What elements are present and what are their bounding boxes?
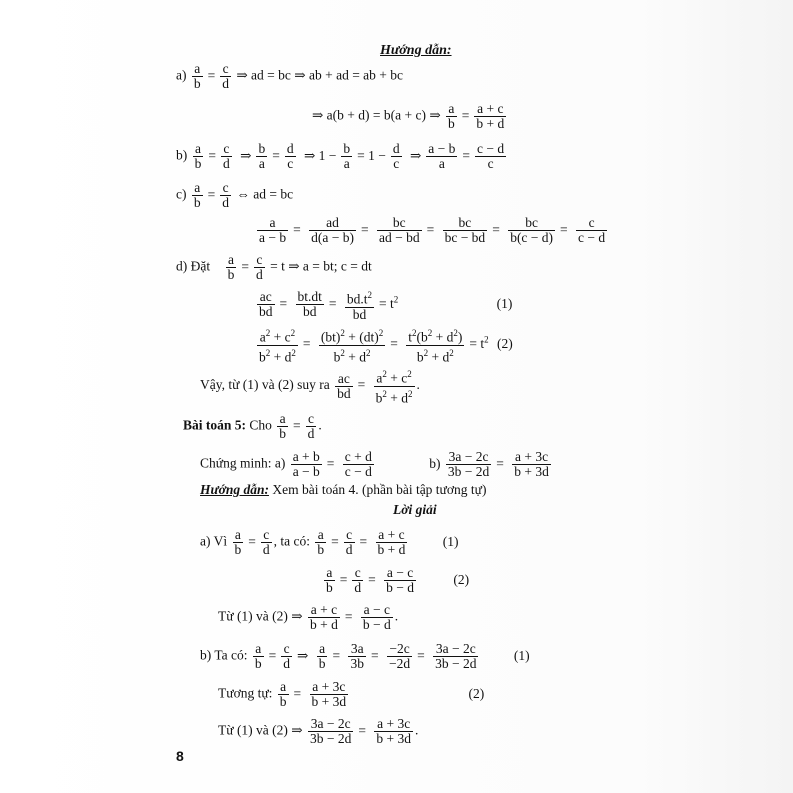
- fraction-denominator: d: [307, 426, 315, 441]
- math-operator: =: [328, 295, 337, 311]
- math-operator: =: [332, 647, 341, 663]
- section-title: Hướng dẫn:: [380, 43, 452, 58]
- fraction-numerator: a: [193, 142, 204, 157]
- problem-5-hint: Hướng dẫn: Xem bài toán 4. (phần bài tập tương tự): [200, 482, 487, 497]
- exponent: 2: [412, 328, 417, 338]
- fraction-numerator: a: [315, 528, 326, 543]
- fraction-numerator: a + 3c: [310, 680, 349, 695]
- problem-5-statement: Bài toán 5: Cho $\frac{a}{b}$ = $\frac{c}{d}$ .: [183, 411, 322, 441]
- fraction-numerator: bc: [443, 216, 488, 231]
- fraction-numerator: $a^2 + c^2$: [257, 326, 298, 346]
- fraction-numerator: (bt)$^2$ + (dt)$^2$: [320, 328, 384, 345]
- exponent: 2: [265, 328, 271, 338]
- fraction: [475, 142, 506, 171]
- fraction: [192, 62, 203, 91]
- fraction: [446, 102, 457, 131]
- fraction-numerator: c: [352, 566, 363, 581]
- math-operator: = 1 −: [357, 147, 386, 163]
- fraction-numerator: a + c: [474, 102, 506, 117]
- fraction-numerator: 3a − 2c: [446, 450, 491, 465]
- exponent: 2: [382, 388, 387, 399]
- math-operator: =: [461, 107, 470, 123]
- math-operator: =: [492, 221, 500, 237]
- part-a-line1: a) $\frac{a}{b}$ = $\frac{c}{d}$ ⇒ ad = bc ⇒ ab + ad = ab + bc: [176, 61, 404, 91]
- exponent: 2: [340, 347, 345, 358]
- fraction-denominator: bd: [337, 385, 351, 401]
- fraction-denominator: b + 3d: [311, 694, 347, 709]
- fraction-denominator: b: [326, 580, 333, 595]
- fraction: [308, 717, 353, 746]
- math-operator: =: [272, 147, 280, 163]
- fraction: [361, 603, 393, 632]
- fraction-numerator: c: [281, 642, 292, 657]
- fraction-numerator: a − c: [384, 566, 416, 581]
- bleed-through-text: [563, 40, 793, 740]
- fraction-numerator: a: [317, 642, 328, 657]
- fraction: [377, 216, 422, 245]
- fraction-denominator: 3b − 2d: [435, 656, 477, 671]
- math-operator: =: [370, 647, 379, 663]
- fraction-denominator: b − d: [362, 617, 391, 632]
- fraction: [221, 142, 232, 171]
- fraction-denominator: $b^2 + d^2$: [375, 388, 413, 405]
- exponent: 2: [407, 369, 412, 379]
- fraction: [220, 181, 231, 210]
- fraction-denominator: 3b − 2d: [309, 731, 352, 746]
- part-a-line2: ⇒ a(b + d) = b(a + c) ⇒ $\frac{a}{b}$ = $\frac{a + c}{b + d}$: [312, 101, 505, 131]
- fraction-denominator: d: [345, 542, 353, 557]
- fraction: [387, 642, 412, 671]
- fraction-numerator: b: [343, 141, 351, 156]
- fraction: [374, 367, 415, 405]
- fraction-numerator: a + 3c: [374, 717, 413, 732]
- fraction-denominator: b: [234, 542, 242, 557]
- fraction: [309, 216, 356, 245]
- fraction-numerator: bc: [377, 216, 422, 231]
- part-c-line1: c) $\frac{a}{b}$ = $\frac{c}{d}$ ⇔ ad = bc: [176, 180, 294, 210]
- fraction: [508, 216, 555, 245]
- solution-b-line1: b) Ta có: $\frac{a}{b}$ = $\frac{c}{d}$ ⇒ $\frac{a}{b}$ = $\frac{3a}{3b}$ = $\frac{-2c}{-2d}$ = $\frac{3a - 2c}{3b - 2d}$ (1): [200, 641, 530, 671]
- math-operator: =: [344, 608, 353, 624]
- fraction-denominator: a − b: [259, 230, 287, 245]
- fraction-numerator: a − c: [361, 603, 393, 618]
- fraction-numerator: c: [344, 528, 355, 543]
- math-operator: =: [357, 377, 366, 393]
- fraction-numerator: a + 3c: [512, 450, 551, 465]
- fraction-numerator: bt.dt: [297, 289, 322, 305]
- math-operator: =: [560, 221, 568, 237]
- fraction-denominator: a: [343, 156, 350, 171]
- exponent: 2: [365, 347, 371, 358]
- fraction: [192, 181, 203, 210]
- fraction-numerator: c + d: [344, 449, 372, 464]
- math-operator: = $t^2$: [379, 294, 399, 311]
- fraction-denominator: 3b − 2d: [447, 464, 490, 479]
- fraction-denominator: b: [318, 656, 326, 671]
- fraction: [391, 142, 402, 171]
- solution-b-line2: Tương tự: $\frac{a}{b}$ = $\frac{a + 3c}{b + 3d}$ (2): [218, 679, 485, 709]
- fraction-numerator: $t^2(b^2 + d^2)$: [408, 328, 463, 345]
- fraction: [406, 326, 464, 364]
- fraction: [433, 642, 478, 671]
- exponent: 2: [393, 294, 399, 305]
- fraction-numerator: a: [226, 253, 237, 268]
- math-operator: =: [293, 221, 301, 237]
- fraction: [384, 566, 416, 595]
- math-operator: =: [360, 221, 369, 237]
- fraction: [426, 142, 457, 171]
- math-operator: =: [293, 685, 302, 701]
- fraction-denominator: b(c − d): [510, 230, 554, 245]
- exponent: 2: [453, 328, 458, 338]
- exponent: 2: [367, 290, 373, 300]
- fraction: [261, 528, 272, 557]
- fraction: [306, 412, 317, 441]
- fraction: [310, 680, 349, 709]
- fraction-numerator: c: [576, 216, 607, 231]
- fraction-denominator: b: [193, 76, 201, 91]
- math-operator: ⇒ 1 −: [303, 147, 337, 163]
- fraction-numerator: −2c: [387, 642, 412, 657]
- fraction-numerator: a: [253, 642, 264, 657]
- fraction-numerator: c: [220, 62, 231, 77]
- fraction-denominator: b: [279, 694, 287, 709]
- fraction-denominator: bd: [259, 304, 273, 320]
- fraction-numerator: ac: [335, 372, 353, 387]
- math-operator: =: [326, 455, 335, 471]
- fraction: [352, 566, 363, 595]
- math-operator: =: [496, 455, 504, 471]
- fraction-denominator: b: [194, 156, 202, 171]
- math-operator: =: [390, 336, 398, 352]
- solution-a-line2: $\frac{a}{b}$ = $\frac{c}{d}$ = $\frac{a - c}{b - d}$ (2): [326, 565, 470, 595]
- fraction-denominator: b: [193, 195, 201, 210]
- fraction-denominator: c − d: [344, 464, 372, 479]
- fraction-denominator: bc − bd: [444, 230, 486, 245]
- fraction-denominator: b: [317, 542, 325, 557]
- fraction-denominator: c: [287, 156, 294, 171]
- fraction: [576, 216, 607, 245]
- fraction-denominator: a: [438, 156, 445, 171]
- fraction-numerator: d: [286, 141, 294, 156]
- fraction-numerator: a: [192, 62, 203, 77]
- fraction-denominator: bd: [302, 304, 317, 320]
- fraction: [220, 62, 231, 91]
- fraction-denominator: c: [393, 156, 400, 171]
- fraction: [335, 372, 353, 401]
- math-operator: =: [368, 571, 376, 587]
- fraction-numerator: ad: [309, 216, 356, 231]
- math-operator: =: [302, 336, 311, 352]
- fraction: [254, 253, 265, 282]
- math-operator: =: [248, 533, 256, 549]
- fraction-numerator: ac: [257, 290, 275, 305]
- math-operator: =: [339, 571, 348, 587]
- fraction: [344, 528, 355, 557]
- math-operator: =: [208, 147, 216, 163]
- fraction: [226, 253, 237, 282]
- math-operator: =: [293, 417, 301, 433]
- fraction-numerator: $a^2 + c^2$: [374, 367, 415, 387]
- fraction: [308, 603, 340, 632]
- fraction-denominator: a: [258, 156, 265, 171]
- fraction: [257, 216, 288, 245]
- fraction-numerator: a: [192, 181, 203, 196]
- exponent: 2: [290, 328, 296, 338]
- part-d-line1: d) Đặt $\frac{a}{b}$ = $\frac{c}{d}$ = t ⇒ a = bt; c = dt: [176, 252, 372, 282]
- exponent: 2: [340, 328, 345, 338]
- fraction: [443, 216, 488, 245]
- page-number: 8: [176, 748, 184, 764]
- fraction-denominator: $b^2 + d^2$: [416, 347, 454, 364]
- exponent: 2: [423, 347, 429, 358]
- part-c-line2: [255, 216, 609, 245]
- math-operator: =: [358, 722, 366, 738]
- fraction-numerator: a: [277, 412, 288, 427]
- fraction: [319, 326, 385, 364]
- part-d-line3: $\frac{a^2 + c^2}{b^2 + d^2}$ = $\frac{(bt)^2 + (dt)^2}{b^2 + d^2}$ = $\frac{t^2(b^2 + d^2)}{b^2 + d^2}$ = $t^2$ (2): [259, 328, 513, 364]
- fraction-denominator: d: [223, 156, 230, 171]
- fraction-numerator: a: [233, 528, 244, 543]
- fraction: [315, 528, 326, 557]
- problem-5-prove: Chứng minh: a) $\frac{a + b}{a - b}$ = $\frac{c + d}{c - d}$ b) $\frac{3a - 2c}{3b - 2d}$ = $\frac{a + 3c}{b + 3d}$: [200, 449, 549, 479]
- fraction-numerator: bc: [508, 216, 555, 231]
- fraction-denominator: b + 3d: [376, 731, 411, 746]
- fraction-denominator: b: [448, 116, 455, 131]
- math-operator: =: [207, 67, 216, 83]
- exponent: 2: [427, 328, 433, 338]
- math-operator: =: [268, 647, 277, 663]
- fraction: [512, 450, 551, 479]
- fraction-numerator: c: [220, 181, 231, 196]
- exponent: 2: [449, 347, 454, 358]
- fraction: [474, 102, 506, 131]
- math-operator: =: [426, 221, 435, 237]
- solution-title: Lời giải: [393, 502, 437, 517]
- fraction-denominator: b: [279, 426, 287, 441]
- math-operator: ⇒: [297, 647, 309, 663]
- fraction-numerator: 3a − 2c: [433, 642, 478, 657]
- fraction-denominator: −2d: [388, 656, 411, 671]
- fraction: [296, 290, 324, 319]
- fraction-denominator: $b^2 + d^2$: [259, 347, 296, 364]
- fraction-numerator: a: [324, 566, 335, 581]
- fraction-numerator: c: [254, 253, 265, 268]
- part-d-line2: $\frac{ac}{bd}$ = $\frac{bt.dt}{bd}$ = $\frac{bd.t^2}{bd}$ = $t^2$ (1): [259, 289, 513, 322]
- fraction-denominator: d: [283, 656, 291, 671]
- math-operator: = $t^2$: [469, 334, 489, 352]
- fraction: [257, 290, 275, 319]
- part-b-line: b) $\frac{a}{b}$ = $\frac{c}{d}$ ⇒ $\frac{b}{a}$ = $\frac{d}{c}$ ⇒ 1 − $\frac{b}{a}$ = 1 − $\frac{d}{c}$ ⇒ $\frac{a - b}{a}$ = $\frac{c - d}{c}$: [176, 141, 505, 171]
- fraction-numerator: b: [258, 141, 266, 156]
- fraction: [324, 566, 335, 595]
- fraction: [374, 717, 413, 746]
- fraction: [345, 288, 374, 322]
- fraction: [233, 528, 244, 557]
- fraction: [193, 142, 204, 171]
- fraction-numerator: c: [306, 412, 317, 427]
- fraction-denominator: d: [256, 267, 263, 282]
- fraction-denominator: b: [227, 267, 235, 282]
- fraction-denominator: d: [222, 76, 229, 91]
- solution-a-line1: a) Vì $\frac{a}{b}$ = $\frac{c}{d}$ , ta có: $\frac{a}{b}$ = $\frac{c}{d}$ = $\frac{a + c}{b + d}$ (1): [200, 527, 459, 557]
- exponent: 2: [484, 334, 489, 345]
- fraction-numerator: c: [261, 528, 272, 543]
- fraction-denominator: d: [354, 580, 362, 595]
- fraction: [253, 642, 264, 671]
- fraction-numerator: c − d: [477, 141, 505, 156]
- fraction-denominator: a − b: [292, 464, 320, 479]
- fraction-denominator: b − d: [386, 580, 414, 595]
- fraction-denominator: bd: [352, 306, 367, 322]
- fraction-denominator: ad − bd: [378, 230, 420, 245]
- exponent: 2: [382, 369, 387, 379]
- fraction-numerator: a + b: [292, 449, 320, 464]
- math-operator: ⇒: [240, 147, 252, 163]
- fraction-numerator: a − b: [428, 141, 456, 156]
- fraction-numerator: a: [446, 102, 457, 117]
- fraction-numerator: d: [392, 141, 400, 156]
- exponent: 2: [291, 347, 296, 358]
- math-operator: ⇒: [409, 147, 422, 163]
- fraction: [291, 450, 322, 479]
- fraction-denominator: c − d: [578, 230, 606, 245]
- fraction-denominator: b: [254, 656, 262, 671]
- fraction-numerator: a + c: [308, 603, 340, 618]
- fraction: [317, 642, 328, 671]
- fraction: [343, 450, 374, 479]
- fraction-numerator: a: [278, 680, 289, 695]
- fraction: [278, 680, 289, 709]
- solution-a-line3: Từ (1) và (2) ⇒ $\frac{a + c}{b + d}$ = $\frac{a - c}{b - d}$ .: [218, 602, 399, 632]
- exponent: 2: [378, 328, 384, 338]
- fraction-denominator: d: [262, 542, 270, 557]
- fraction-denominator: $b^2 + d^2$: [333, 347, 371, 364]
- exponent: 2: [265, 347, 271, 358]
- fraction-denominator: c: [487, 156, 494, 171]
- fraction-denominator: b + d: [377, 542, 406, 557]
- fraction-denominator: b + d: [476, 116, 505, 131]
- fraction-denominator: b + 3d: [514, 464, 549, 479]
- fraction: [376, 528, 408, 557]
- math-operator: =: [462, 147, 471, 163]
- fraction: [348, 642, 366, 671]
- math-operator: =: [359, 533, 368, 549]
- fraction: [446, 450, 491, 479]
- fraction-numerator: a: [257, 216, 288, 231]
- math-operator: =: [331, 533, 339, 549]
- fraction: [341, 142, 352, 171]
- math-operator: =: [279, 295, 288, 311]
- exponent: 2: [408, 388, 413, 399]
- fraction-denominator: d: [222, 195, 229, 210]
- fraction-numerator: 3a − 2c: [308, 717, 353, 732]
- fraction-numerator: 3a: [348, 642, 366, 657]
- fraction: [281, 642, 292, 671]
- part-d-conclusion: Vậy, từ (1) và (2) suy ra $\frac{ac}{bd}$ = $\frac{a^2 + c^2}{b^2 + d^2}$ .: [200, 369, 420, 405]
- fraction-numerator: $bd.t^2$: [346, 290, 373, 307]
- fraction: [285, 142, 296, 171]
- math-operator: =: [241, 258, 249, 274]
- math-operator: =: [207, 186, 216, 202]
- math-operator: =: [417, 647, 425, 663]
- fraction-denominator: d(a − b): [311, 230, 354, 245]
- fraction-denominator: b + d: [309, 617, 338, 632]
- fraction: [256, 142, 267, 171]
- fraction-denominator: 3b: [350, 656, 364, 671]
- fraction: [277, 412, 288, 441]
- solution-b-line3: Từ (1) và (2) ⇒ $\frac{3a - 2c}{3b - 2d}$ = $\frac{a + 3c}{b + 3d}$ .: [218, 716, 419, 746]
- fraction-numerator: a + c: [376, 528, 408, 543]
- fraction: [257, 326, 298, 364]
- fraction-numerator: c: [221, 142, 232, 157]
